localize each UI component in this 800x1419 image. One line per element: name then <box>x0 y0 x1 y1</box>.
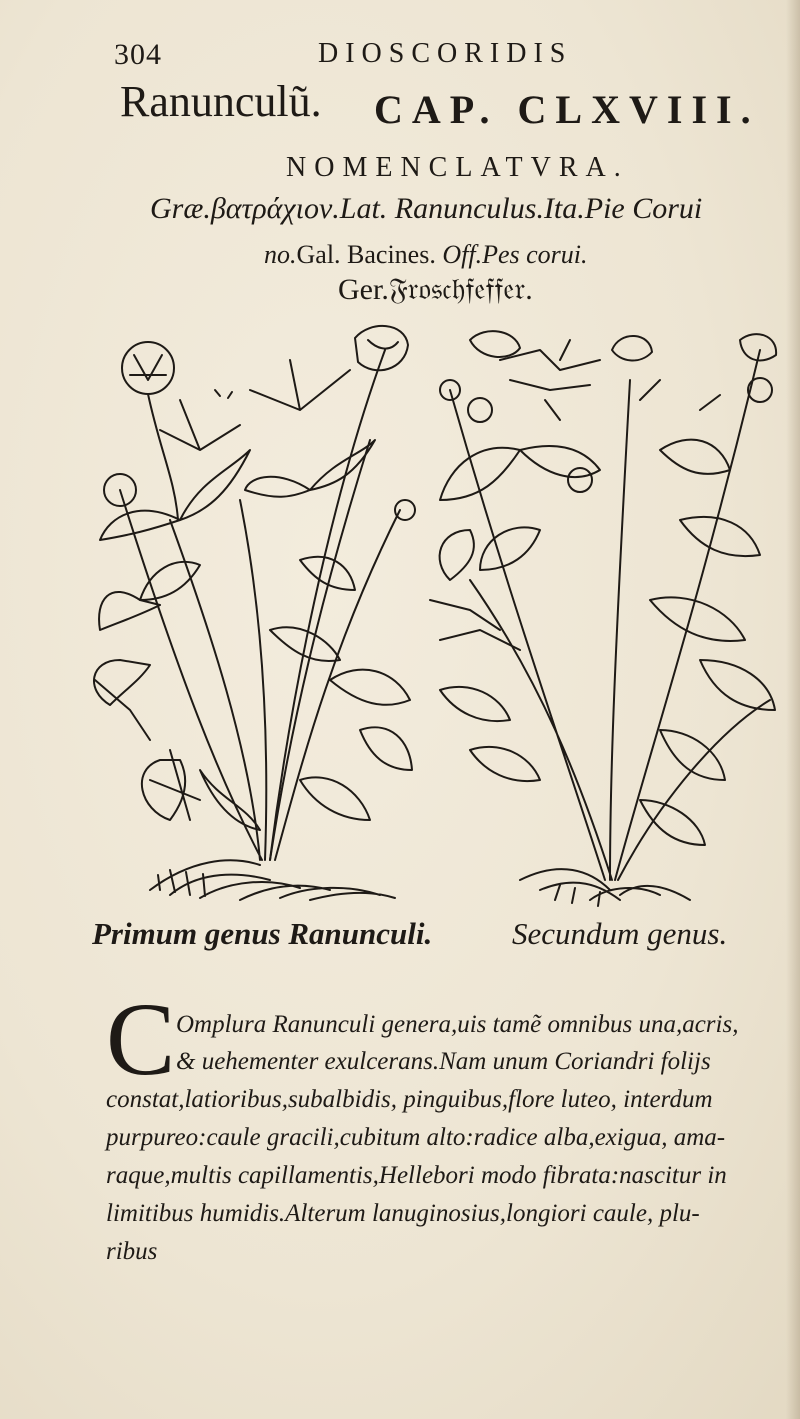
body-line: limitibus humidis.Alterum lanuginosius,longiori caule, plu- <box>106 1200 700 1227</box>
nomenclature-line-1: Græ.βατράχιον.Lat. Ranunculus.Ita.Pie Corui <box>150 192 703 225</box>
nomenclature-line-2-a: no. <box>264 240 297 269</box>
drop-cap: C <box>106 982 176 1097</box>
body-line: raque,multis capillamentis,Hellebori modo fibrata:nascitur in <box>106 1162 727 1189</box>
running-title: DIOSCORIDIS <box>318 38 573 69</box>
body-line: constat,latioribus,subalbidis, pinguibus,flore luteo, interdum <box>106 1086 713 1113</box>
nomenclature-line-2-b: Gal. Bacines. <box>296 240 436 269</box>
caption-secundum-genus: Secundum genus. <box>512 916 728 951</box>
body-line: purpureo:caule gracili,cubitum alto:radice alba,exigua, ama- <box>106 1124 726 1151</box>
woodcut-illustrations <box>0 300 800 910</box>
body-line: ribus <box>106 1238 158 1265</box>
woodcut-left-ranunculus <box>94 326 415 900</box>
caption-primum-genus: Primum genus Ranunculi. <box>92 916 433 951</box>
body-line: & uehementer exulcerans.Nam unum Coriandri folijs <box>176 1048 711 1075</box>
nomenclature-line-2-c: Off.Pes corui. <box>442 240 588 269</box>
nomenclature-line-3: Ger.𝔉𝔯𝔬𝔰𝔠𝔥𝔣𝔢𝔣𝔣𝔢𝔯. <box>338 273 533 306</box>
woodcut-right-ranunculus <box>430 331 776 906</box>
page-number: 304 <box>114 38 162 71</box>
nomenclature-heading: NOMENCLATVRA. <box>286 152 629 183</box>
chapter-heading: CAP. CLXVIII. <box>374 87 760 132</box>
body-line: Omplura Ranunculi genera,uis tamẽ omnibus una,acris, <box>176 1011 739 1038</box>
nomenclature-line-2 <box>264 240 588 270</box>
side-title: Ranunculũ. <box>120 77 322 126</box>
